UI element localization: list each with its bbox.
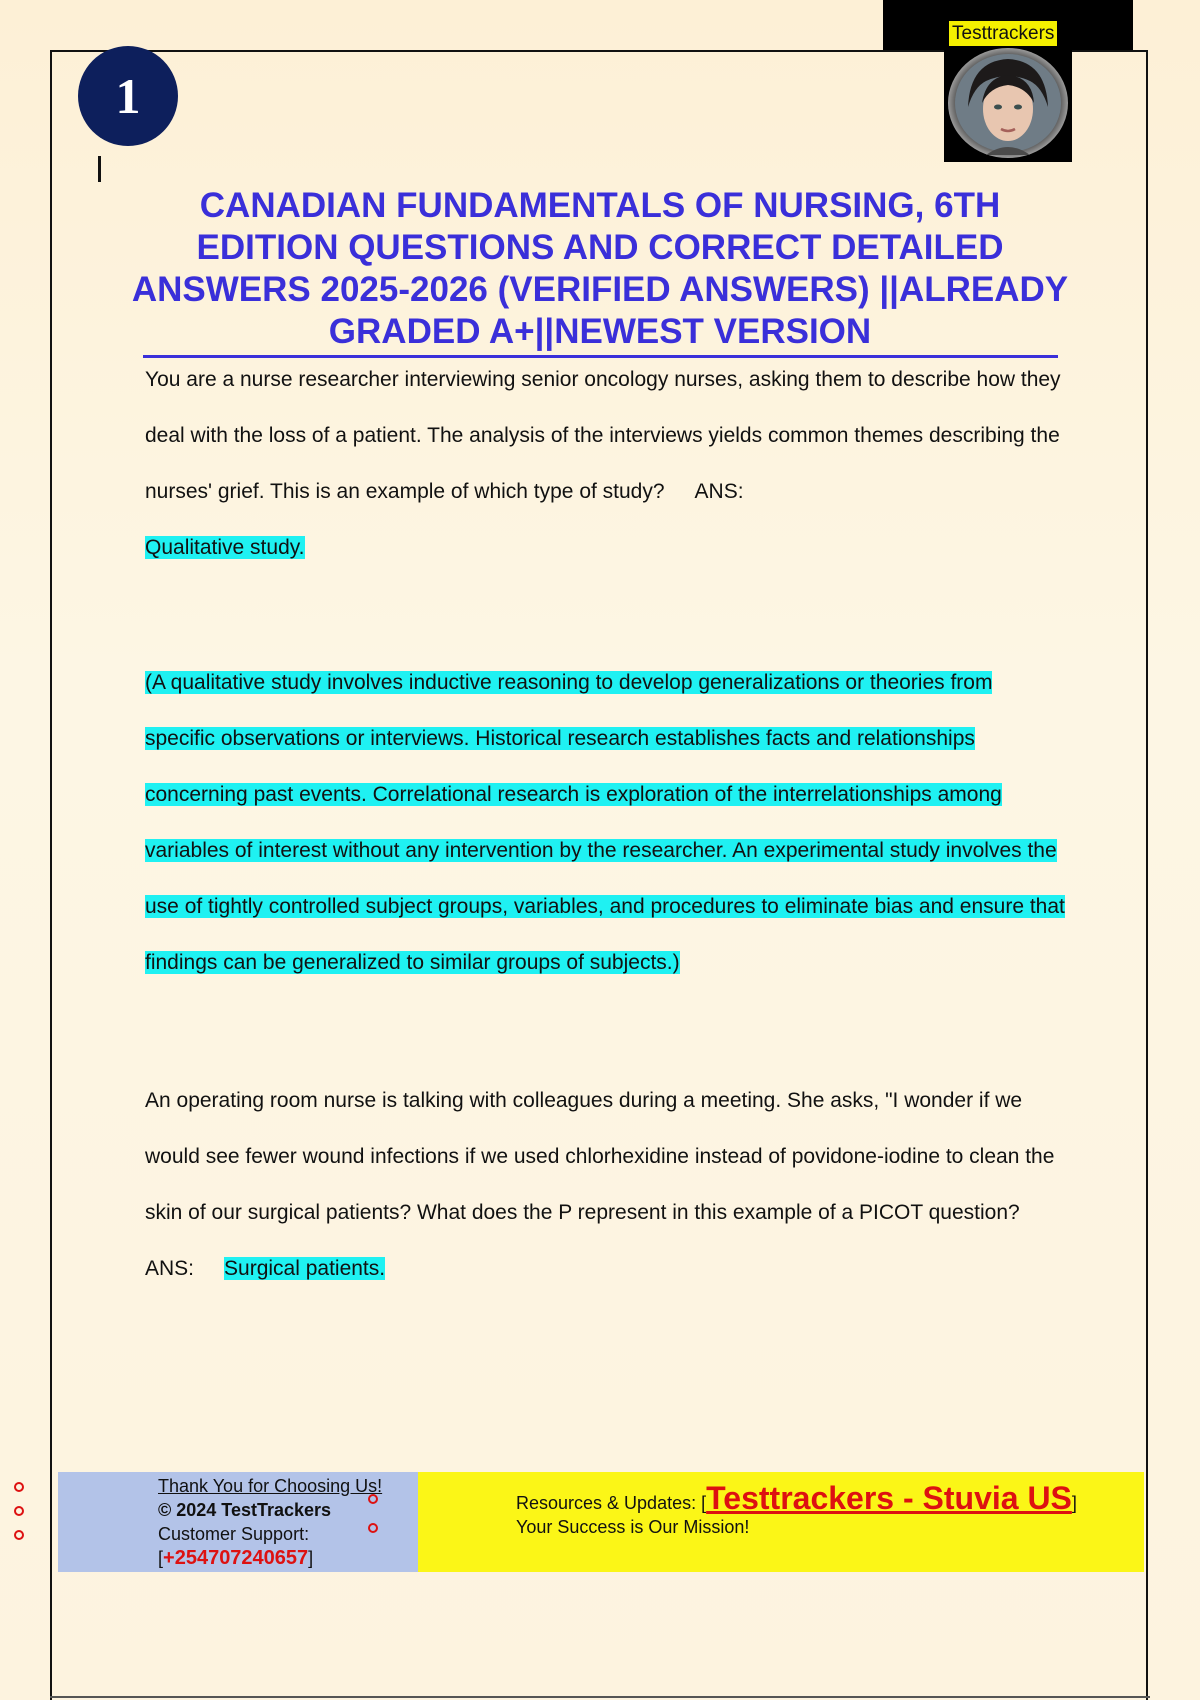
footer-item-resources: Resources & Updates: [Testtrackers - Stuvia US] — [466, 1486, 1077, 1515]
question-1-ans-label: ANS: — [694, 480, 744, 503]
bullet-icon — [368, 1494, 378, 1504]
footer-item-copyright — [108, 1498, 382, 1522]
bullet-icon — [14, 1530, 24, 1540]
footer-item-thanks — [108, 1474, 382, 1498]
bullet-icon — [14, 1482, 24, 1492]
support-phone-link[interactable]: +254707240657 — [163, 1547, 309, 1569]
footer-contact-panel — [58, 1472, 418, 1572]
question-2-text: An operating room nurse is talking with colleagues during a meeting. She asks, "I wonder if we would see fewer wound infections if we used chlorhexidine instead of povidone-iodine to clean the skin of our surgical patients? What does the P represent in this example of a PICOT question? — [145, 1089, 1055, 1224]
question-2-ans-label: ANS: — [145, 1257, 195, 1280]
question-1-answer: Qualitative study. — [145, 536, 305, 559]
footer-item-mission — [466, 1515, 1077, 1539]
question-1-rationale-text: (A qualitative study involves inductive reasoning to develop generalizations or theories from specific observations or interviews. Historical research establishes facts and relationships concerning past events. Correlational research is exploration of the interrelationships among variables of interest without any intervention by the researcher. An experimental study involves the use of tightly controlled subject groups, variables, and procedures to eliminate bias and ensure that findings can be generalized to similar groups of subjects.) — [145, 671, 1065, 974]
question-1-rationale — [145, 655, 1065, 991]
resources-label: Resources & Updates: — [516, 1493, 697, 1513]
bottom-divider — [50, 1696, 1150, 1698]
question-1-text: You are a nurse researcher interviewing senior oncology nurses, asking them to describe how they deal with the loss of a patient. The analysis of the interviews yields common themes describing the nurses' grief. This is an example of which type of study? — [145, 368, 1061, 503]
mission-text: Your Success is Our Mission! — [516, 1517, 750, 1537]
copyright-text: © 2024 TestTrackers — [158, 1500, 332, 1520]
resources-link[interactable]: Testtrackers - Stuvia US — [706, 1480, 1072, 1516]
brand-label: Testtrackers — [949, 21, 1057, 47]
thanks-text: Thank You for Choosing Us! — [158, 1476, 383, 1496]
bullet-icon — [14, 1506, 24, 1516]
text-cursor — [98, 156, 101, 182]
footer-item-support: Customer Support: [+254707240657] — [108, 1522, 382, 1570]
question-2 — [145, 1073, 1065, 1297]
footer-contact-list — [108, 1474, 382, 1570]
page-number-badge: 1 — [78, 46, 178, 146]
question-1 — [145, 352, 1065, 576]
footer-resources-panel — [418, 1472, 1144, 1572]
bullet-icon — [368, 1523, 378, 1533]
question-2-answer: Surgical patients. — [224, 1257, 386, 1280]
avatar — [946, 47, 1070, 159]
document-title: CANADIAN FUNDAMENTALS OF NURSING, 6TH EDITION QUESTIONS AND CORRECT DETAILED ANSWERS 2025-2026 (VERIFIED ANSWERS) ||ALREADY GRADED A+||NEWEST VERSION — [131, 186, 1069, 351]
footer-resources-list — [466, 1480, 1077, 1539]
support-label: Customer Support: — [158, 1524, 310, 1544]
